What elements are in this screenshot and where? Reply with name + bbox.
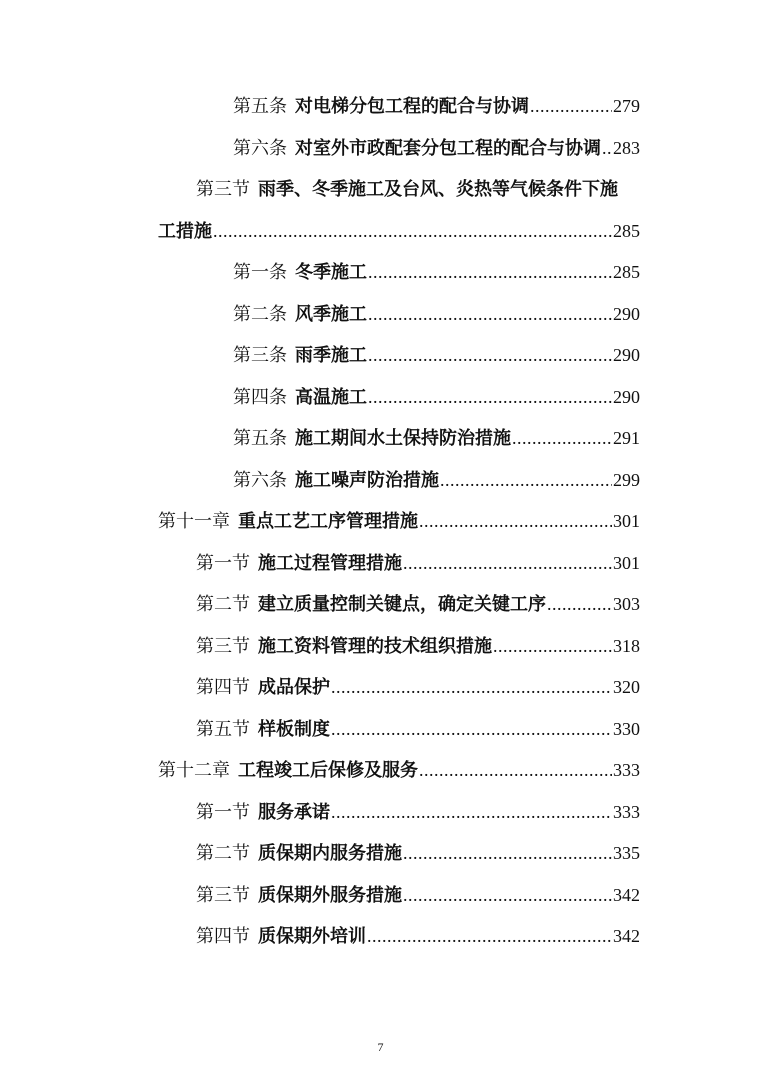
toc-entry[interactable]	[233, 466, 640, 496]
entry-prefix: 第一节	[196, 801, 250, 822]
toc-entry[interactable]	[196, 549, 640, 579]
dot-leader	[547, 594, 612, 615]
entry-title: 高温施工	[295, 386, 367, 407]
toc-entry[interactable]	[233, 258, 640, 288]
entry-page: 290	[613, 345, 640, 365]
entry-title: 冬季施工	[295, 262, 367, 282]
dot-leader	[213, 221, 612, 242]
toc-entry[interactable]	[233, 300, 640, 330]
toc-entry[interactable]	[158, 756, 640, 786]
toc-entry[interactable]	[196, 175, 640, 205]
entry-page: 335	[613, 843, 640, 863]
dot-leader	[403, 843, 612, 864]
page-number: 7	[377, 1040, 384, 1054]
toc-entry[interactable]	[196, 590, 640, 620]
entry-prefix: 第四条	[233, 386, 287, 407]
entry-prefix: 第一节	[196, 552, 250, 573]
entry-title: 质保期外服务措施	[258, 884, 402, 905]
entry-prefix: 第四节	[196, 677, 250, 697]
dot-leader	[493, 636, 612, 657]
entry-page: 333	[613, 801, 640, 822]
dot-leader	[367, 926, 612, 947]
entry-prefix: 第二条	[233, 303, 287, 324]
toc-entry[interactable]	[233, 424, 640, 454]
dot-leader	[419, 511, 612, 532]
entry-prefix: 第一条	[233, 262, 287, 282]
entry-title: 对电梯分包工程的配合与协调	[295, 96, 529, 116]
dot-leader	[602, 138, 612, 159]
dot-leader	[331, 719, 612, 740]
entry-prefix: 第十二章	[158, 760, 230, 780]
toc-entry[interactable]	[196, 798, 640, 828]
toc-entry[interactable]	[196, 632, 640, 662]
entry-page: 301	[613, 552, 640, 573]
entry-prefix: 第二节	[196, 594, 250, 614]
dot-leader	[440, 470, 612, 491]
entry-page: 342	[613, 884, 640, 905]
entry-page: 318	[613, 635, 640, 656]
dot-leader	[368, 262, 612, 283]
entry-prefix: 第四节	[196, 926, 250, 946]
dot-leader	[331, 802, 612, 823]
toc-entry[interactable]	[233, 341, 640, 371]
entry-title: 施工资料管理的技术组织措施	[258, 635, 492, 656]
entry-title: 重点工艺工序管理措施	[238, 511, 418, 531]
entry-page: 285	[613, 262, 640, 282]
dot-leader	[368, 387, 612, 408]
dot-leader	[419, 760, 612, 781]
toc-entry-continuation[interactable]	[158, 217, 640, 247]
entry-prefix: 第五条	[233, 428, 287, 448]
entry-title: 成品保护	[258, 677, 330, 697]
dot-leader	[331, 677, 612, 698]
entry-prefix: 第三节	[196, 884, 250, 905]
entry-title: 风季施工	[295, 303, 367, 324]
entry-title: 质保期外培训	[258, 926, 366, 946]
entry-title: 雨季施工	[295, 345, 367, 365]
entry-title-continuation: 工措施	[158, 220, 212, 241]
dot-leader	[403, 553, 612, 574]
entry-prefix: 第六条	[233, 469, 287, 490]
entry-page: 290	[613, 303, 640, 324]
entry-prefix: 第三节	[196, 635, 250, 656]
entry-page: 290	[613, 386, 640, 407]
entry-title: 建立质量控制关键点，确定关键工序	[258, 594, 546, 614]
dot-leader	[530, 96, 612, 117]
toc-entry[interactable]	[233, 383, 640, 413]
entry-title: 工程竣工后保修及服务	[238, 760, 418, 780]
entry-title: 对室外市政配套分包工程的配合与协调	[295, 137, 601, 158]
toc-entry[interactable]	[233, 134, 640, 164]
dot-leader	[368, 345, 612, 366]
toc-entry[interactable]	[196, 839, 640, 869]
entry-page: 330	[613, 718, 640, 739]
entry-prefix: 第六条	[233, 137, 287, 158]
entry-title: 施工期间水土保持防治措施	[295, 428, 511, 448]
entry-title: 样板制度	[258, 718, 330, 739]
entry-prefix: 第二节	[196, 843, 250, 863]
toc-entry[interactable]	[158, 507, 640, 537]
entry-page: 320	[613, 677, 640, 697]
entry-title: 服务承诺	[258, 801, 330, 822]
toc-entry[interactable]	[196, 922, 640, 952]
toc-entry[interactable]	[233, 92, 640, 122]
entry-page: 285	[613, 220, 640, 241]
toc-entry[interactable]	[196, 881, 640, 911]
entry-page: 279	[613, 96, 640, 116]
entry-title: 雨季、冬季施工及台风、炎热等气候条件下施	[258, 179, 618, 199]
dot-leader	[368, 304, 612, 325]
entry-page: 291	[613, 428, 640, 448]
entry-page: 299	[613, 469, 640, 490]
entry-title: 质保期内服务措施	[258, 843, 402, 863]
entry-title: 施工过程管理措施	[258, 552, 402, 573]
entry-prefix: 第五节	[196, 718, 250, 739]
entry-page: 333	[613, 760, 640, 780]
entry-page: 303	[613, 594, 640, 614]
entry-title: 施工噪声防治措施	[295, 469, 439, 490]
entry-prefix: 第十一章	[158, 511, 230, 531]
dot-leader	[403, 885, 612, 906]
entry-page: 342	[613, 926, 640, 946]
dot-leader	[512, 428, 612, 449]
toc-entry[interactable]	[196, 673, 640, 703]
entry-page: 283	[613, 137, 640, 158]
entry-page: 301	[613, 511, 640, 531]
toc-entry[interactable]	[196, 715, 640, 745]
entry-prefix: 第五条	[233, 96, 287, 116]
entry-prefix: 第三条	[233, 345, 287, 365]
entry-prefix: 第三节	[196, 179, 250, 199]
